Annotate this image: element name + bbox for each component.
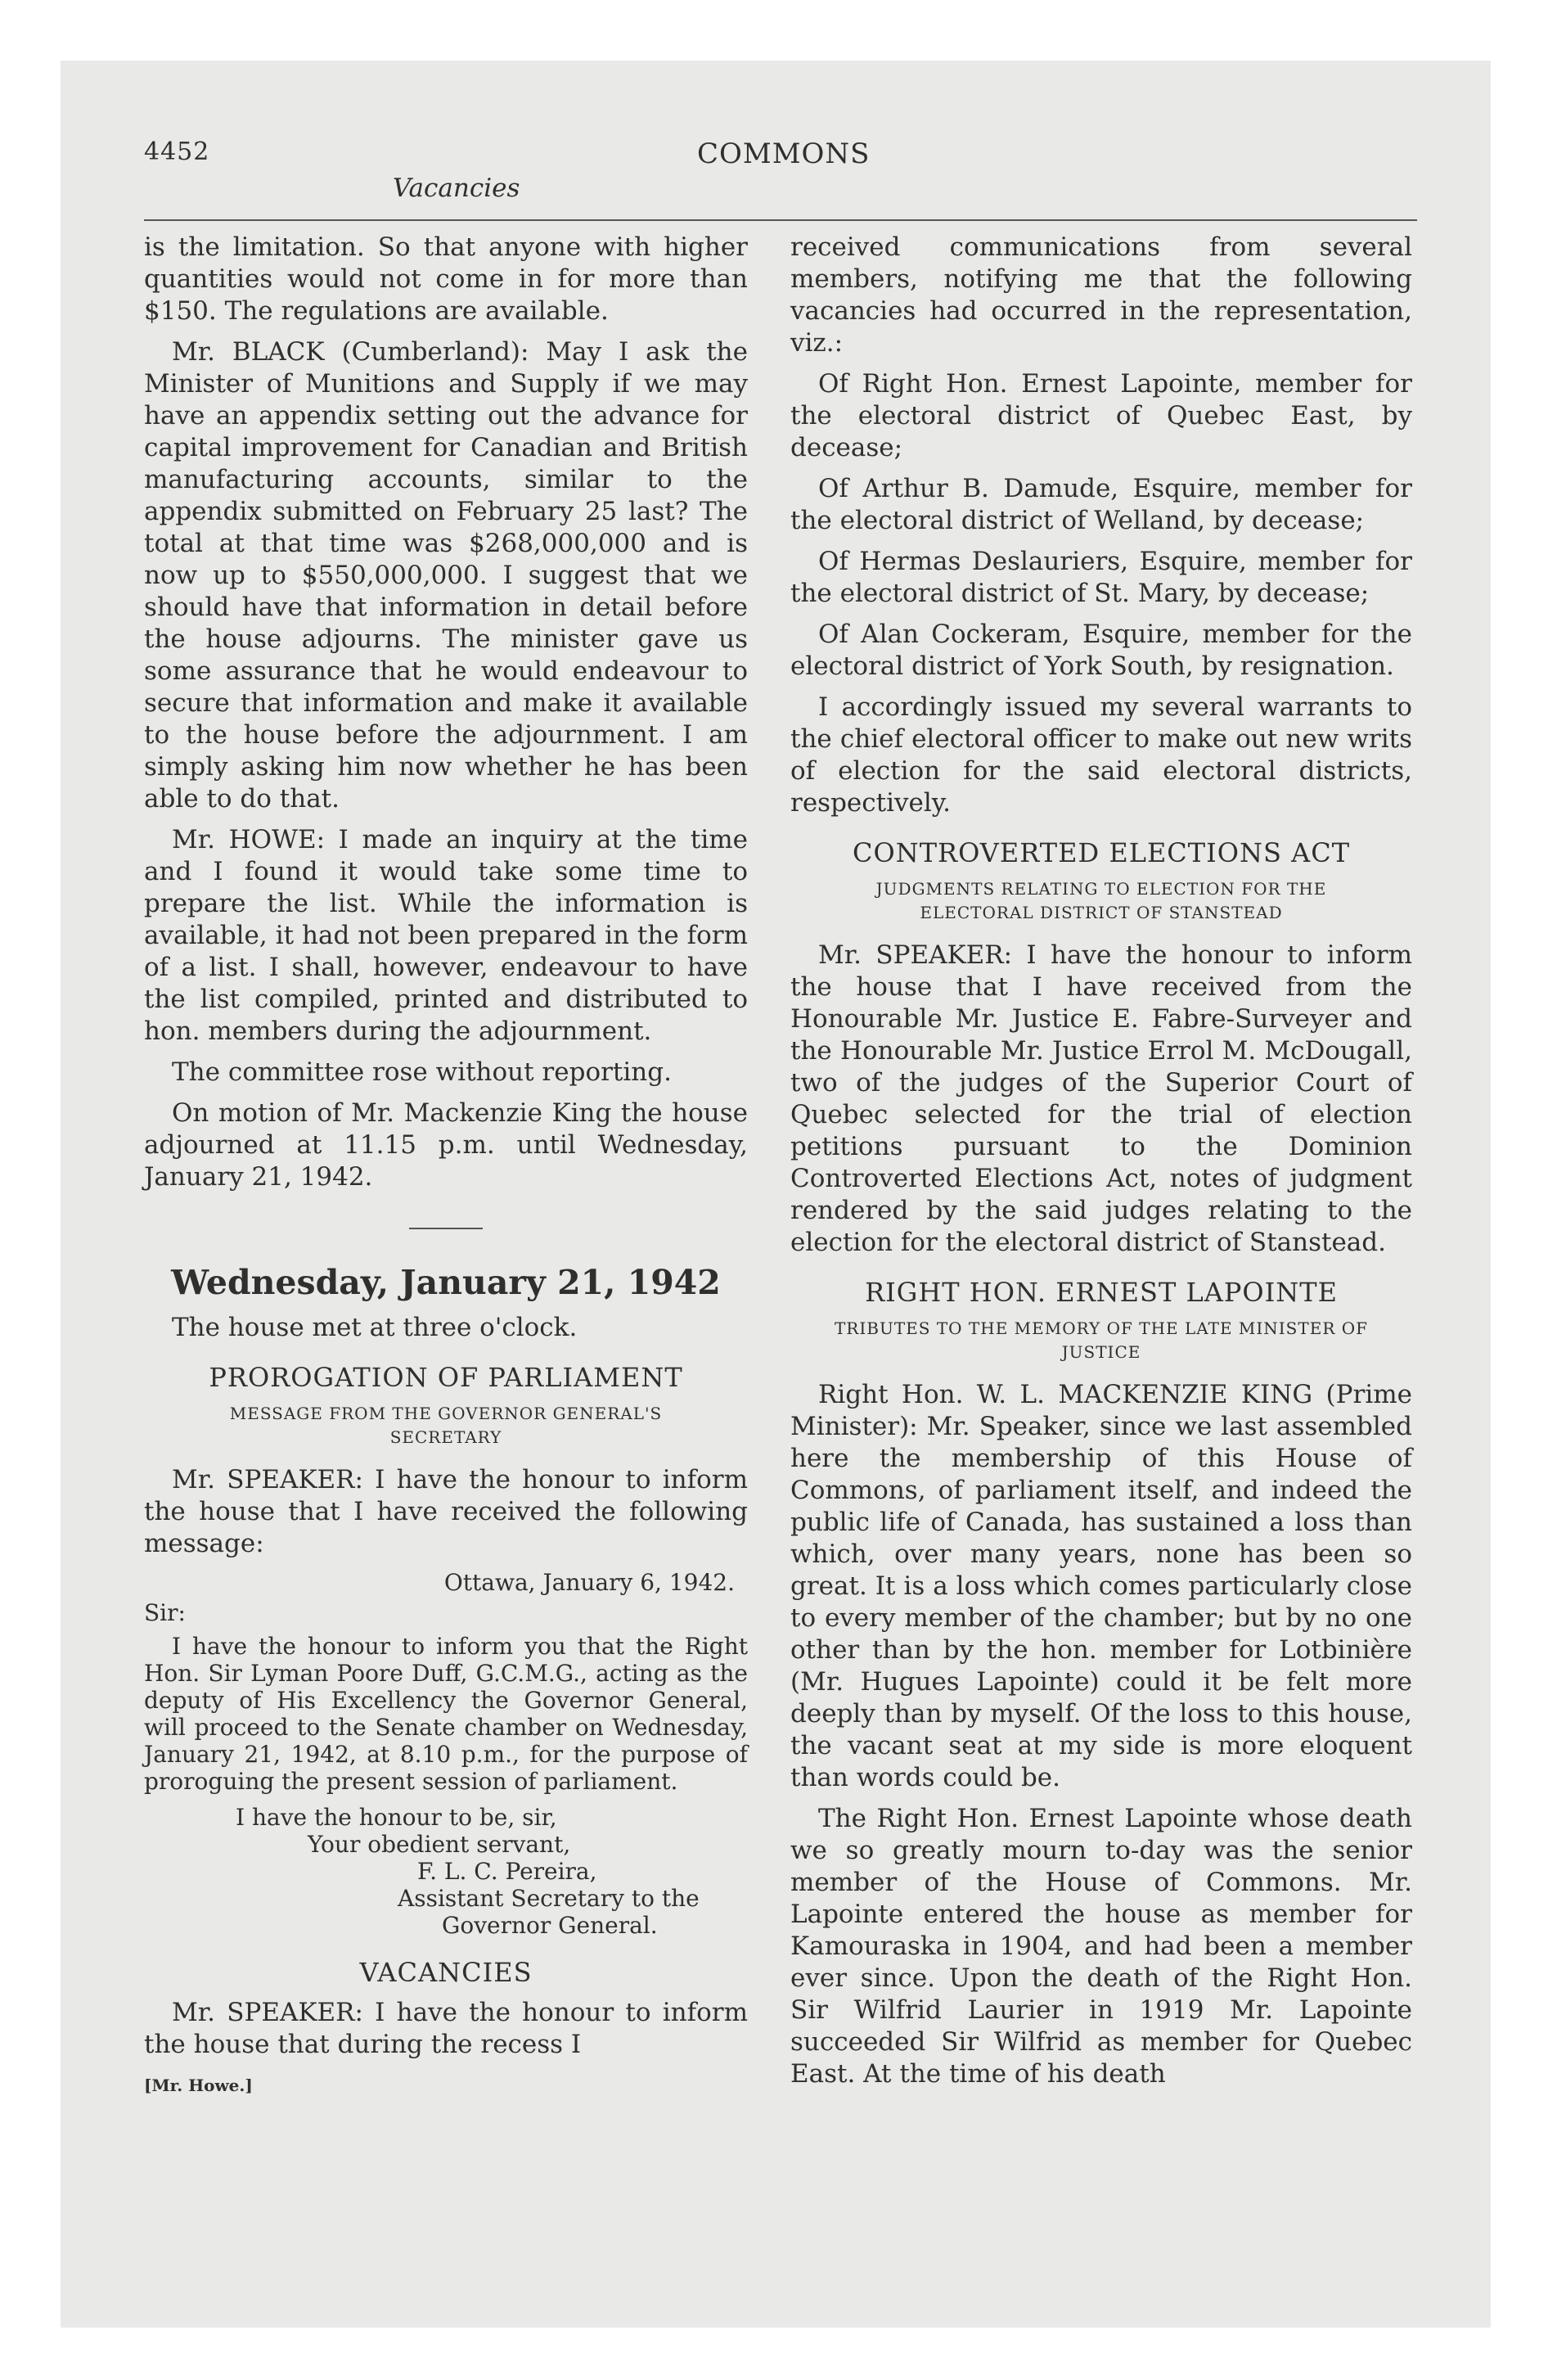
- sitting-date-heading: Wednesday, January 21, 1942: [171, 1263, 721, 1302]
- paragraph: Of Arthur B. Damude, Esquire, member for the electoral district of Welland, by decease;: [790, 474, 1412, 535]
- right-column: [790, 232, 1412, 2099]
- paragraph: Mr. SPEAKER: I have the honour to inform the house that I have received from the Honourable Mr. Justice E. Fabre-Surveyer and the Honourable Mr. Justice Errol M. McDougall, two of the judges of the Superior Court of Quebec selected for the trial of election petitions pursuant to the Dominion Controverted Elections Act, notes of judgment rendered by the said judges relating to the election for the electoral district of Stanstead.: [790, 940, 1412, 1257]
- letter-body: I have the honour to inform you that the Right Hon. Sir Lyman Poore Duff, G.C.M.G., acting as the deputy of His Excellency the Governor General, will proceed to the Senate chamber on Wednesday, January 21, 1942, at 8.10 p.m., for the purpose of proroguing the present session of parliament.: [144, 1633, 748, 1795]
- letter-signer-title: Assistant Secretary to the: [398, 1885, 700, 1912]
- subheading-controverted-elections: JUDGMENTS RELATING TO ELECTION FOR THE ELECTORAL DISTRICT OF STANSTEAD: [875, 879, 1327, 922]
- paragraph: Of Right Hon. Ernest Lapointe, member for the electoral district of Quebec East, by decease;: [790, 369, 1412, 462]
- paragraph: received communications from several members, notifying me that the following vacancies had occurred in the representation, viz.:: [790, 232, 1412, 358]
- paragraph: is the limitation. So that anyone with higher quantities would not come in for more than $150. The regulations are available.: [144, 232, 748, 326]
- section-separator: [409, 1228, 483, 1229]
- paragraph: The Right Hon. Ernest Lapointe whose death we so greatly mourn to-day was the senior member of the House of Commons. Mr. Lapointe entered the house as member for Kamouraska in 1904, and had been a member ever since. Upon the death of the Right Hon. Sir Wilfrid Laurier in 1919 Mr. Lapointe succeeded Sir Wilfrid as member for Quebec East. At the time of his death: [790, 1804, 1412, 2089]
- heading-controverted-elections: CONTROVERTED ELECTIONS ACT: [852, 837, 1351, 868]
- speaker-footer-reference: [Mr. Howe.]: [144, 2076, 253, 2095]
- paragraph: Mr. SPEAKER: I have the honour to inform the house that during the recess I: [144, 1998, 748, 2059]
- paragraph: I accordingly issued my several warrants to the chief electoral officer to make out new writs of election for the said electoral districts, respectively.: [790, 692, 1412, 818]
- subheading-prorogation: MESSAGE FROM THE GOVERNOR GENERAL'S SECRETARY: [229, 1404, 663, 1447]
- header-rule: [144, 219, 1417, 221]
- paragraph: Right Hon. W. L. MACKENZIE KING (Prime Minister): Mr. Speaker, since we last assembled here the membership of this House of Commons, of parliament itself, and indeed the public life of Canada, has sustained a loss than which, over many years, none has been so great. It is a loss which comes particularly close to every member of the chamber; but by no one other than by the hon. member for Lotbinière (Mr. Hugues Lapointe) could it be felt more deeply than by myself. Of the loss to this house, the vacant seat at my side is more eloquent than words could be.: [790, 1380, 1412, 1792]
- page-number: 4452: [144, 137, 210, 166]
- subheading-lapointe: TRIBUTES TO THE MEMORY OF THE LATE MINISTER OF JUSTICE: [834, 1318, 1369, 1362]
- paragraph: Mr. HOWE: I made an inquiry at the time and I found it would take some time to prepare the list. While the information is available, it had not been prepared in the form of a list. I shall, however, endeavour to have the list compiled, printed and distributed to hon. members during the adjournment.: [144, 825, 748, 1046]
- heading-prorogation: PROROGATION OF PARLIAMENT: [209, 1362, 683, 1393]
- letter-date: Ottawa, January 6, 1942.: [443, 1569, 735, 1596]
- paragraph: The house met at three o'clock.: [172, 1313, 578, 1342]
- letter-closing: I have the honour to be, sir,: [236, 1804, 557, 1831]
- paragraph: Of Alan Cockeram, Esquire, member for the electoral district of York South, by resignation.: [790, 620, 1412, 681]
- page-title: COMMONS: [697, 137, 871, 170]
- paragraph: Mr. BLACK (Cumberland): May I ask the Minister of Munitions and Supply if we may have an appendix setting out the advance for capital improvement for Canadian and British manufacturing accounts, similar to the appendix submitted on February 25 last? The total at that time was $268,000,000 and is now up to $550,000,000. I suggest that we should have that information in detail before the house adjourns. The minister gave us some assurance that he would endeavour to secure that information and make it available to the house before the adjournment. I am simply asking him now whether he has been able to do that.: [144, 337, 748, 814]
- paragraph: The committee rose without reporting.: [172, 1057, 672, 1087]
- letter-signer-title: Governor General.: [442, 1912, 658, 1939]
- heading-vacancies: VACANCIES: [359, 1957, 533, 1988]
- paragraph: Mr. SPEAKER: I have the honour to inform the house that I have received the following message:: [144, 1465, 748, 1558]
- letter-closing: Your obedient servant,: [308, 1831, 571, 1858]
- section-running-head: Vacancies: [393, 174, 520, 203]
- heading-lapointe: RIGHT HON. ERNEST LAPOINTE: [865, 1277, 1338, 1308]
- paragraph: Of Hermas Deslauriers, Esquire, member for the electoral district of St. Mary, by decease;: [790, 547, 1412, 608]
- quoted-letter: [144, 1569, 748, 1939]
- letter-signer: F. L. C. Pereira,: [417, 1858, 597, 1885]
- letter-salutation: Sir:: [144, 1599, 186, 1626]
- left-column: [144, 232, 748, 2102]
- paragraph: On motion of Mr. Mackenzie King the house adjourned at 11.15 p.m. until Wednesday, January 21, 1942.: [144, 1098, 748, 1192]
